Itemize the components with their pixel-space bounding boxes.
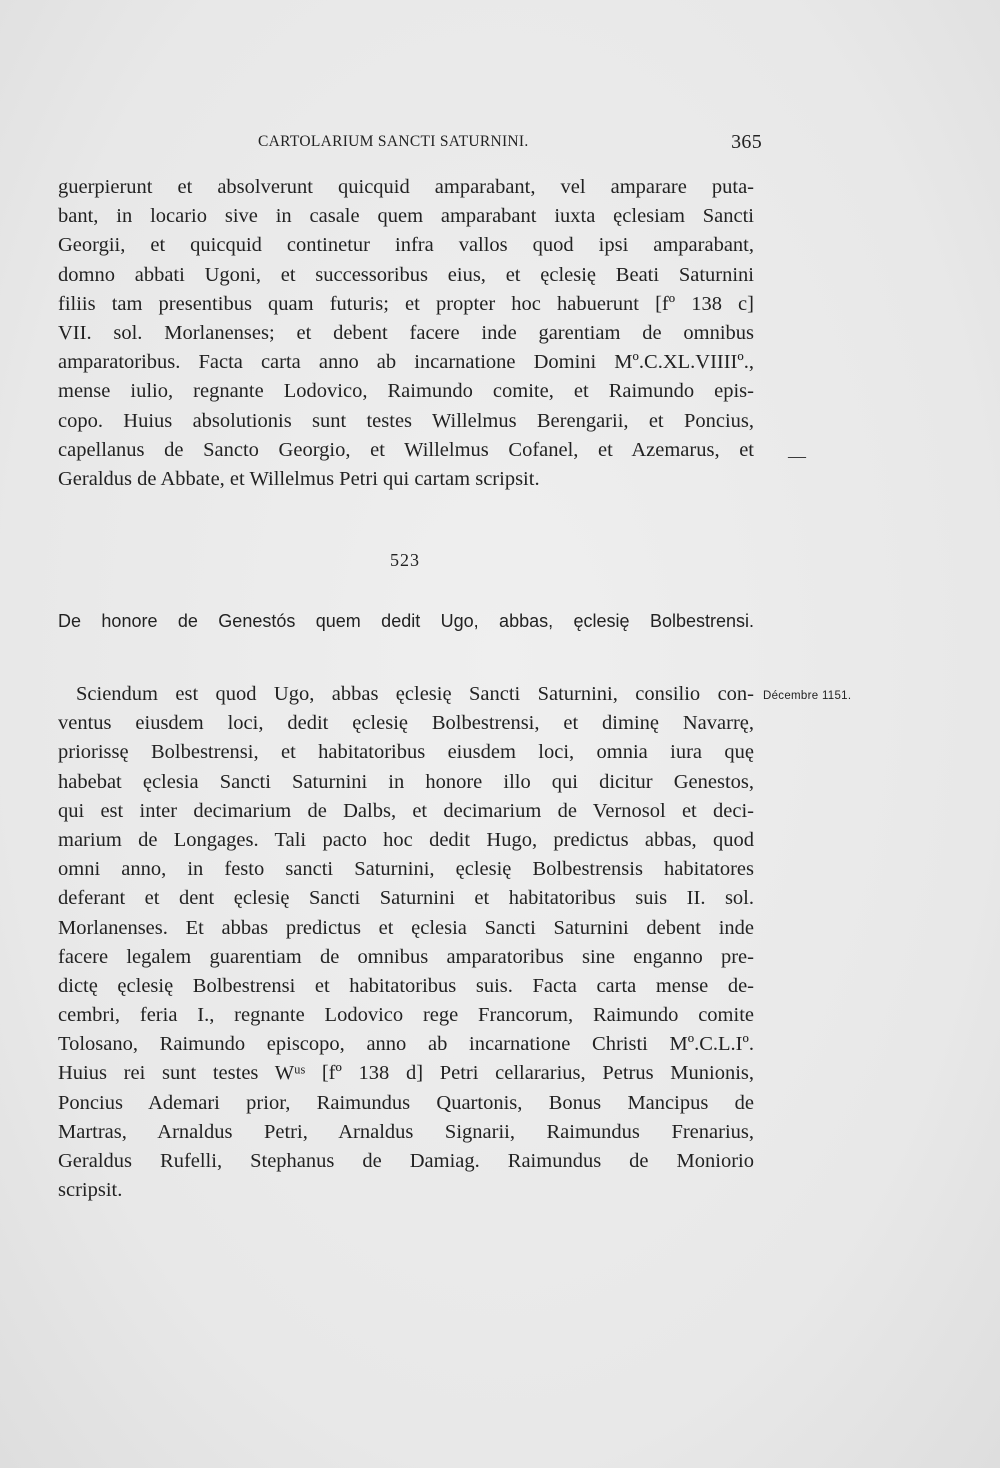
document-heading: De honore de Genestós quem dedit Ugo, abbas, ęclesię Bolbestrensi. xyxy=(58,611,754,631)
document-body-line: deferant et dent ęclesię Sancti Saturnini et habitatoribus suis II. sol. xyxy=(58,887,754,910)
margin-date: Décembre 1151. xyxy=(763,690,852,702)
document-body-line: Tolosano, Raimundo episcopo, anno ab incarnatione Christi Mº.C.L.Iº. xyxy=(58,1033,754,1056)
document-body-line: omni anno, in festo sancti Saturnini, ęclesię Bolbestrensis habitatores xyxy=(58,858,754,881)
document-body-line: ventus eiusdem loci, dedit ęclesię Bolbestrensi, et diminę Navarrę, xyxy=(58,712,754,735)
document-body xyxy=(58,680,754,1205)
margin-dash: — xyxy=(788,446,806,466)
document-body-line: facere legalem guarentiam de omnibus amparatoribus sine enganno pre- xyxy=(58,945,754,968)
document-body-line: marium de Longages. Tali pacto hoc dedit Hugo, predictus abbas, quod xyxy=(58,828,754,851)
document-body-line: cembri, feria I., regnante Lodovico rege Francorum, Raimundo comite xyxy=(58,1004,754,1027)
continued-text-line: bant, in locario sive in casale quem amparabant iuxta ęclesiam Sancti xyxy=(58,205,754,228)
continued-text-block xyxy=(58,173,754,494)
continued-text-line: VII. sol. Morlanenses; et debent facere inde garentiam de omnibus xyxy=(58,321,754,344)
running-head-title: CARTOLARIUM SANCTI SATURNINI. xyxy=(258,133,529,150)
document-body-line: scripsit. xyxy=(58,1179,123,1202)
continued-text-line: Georgii, et quicquid continetur infra vallos quod ipsi amparabant, xyxy=(58,234,754,257)
continued-text-line: guerpierunt et absolverunt quicquid amparabant, vel amparare puta- xyxy=(58,176,754,198)
continued-text-line: copo. Huius absolutionis sunt testes Willelmus Berengarii, et Poncius, xyxy=(58,409,754,432)
continued-text-line: filiis tam presentibus quam futuris; et propter hoc habuerunt [fº 138 c] xyxy=(58,292,754,315)
document-body-line: Morlanenses. Et abbas predictus et ęclesia Sancti Saturnini debent inde xyxy=(58,916,754,939)
document-body-line: Sciendum est quod Ugo, abbas ęclesię Sancti Saturnini, consilio con- xyxy=(76,683,754,705)
continued-text-line: amparatoribus. Facta carta anno ab incarnatione Domini Mº.C.XL.VIIIIº., xyxy=(58,351,754,374)
document-body-line: Huius rei sunt testes Wᵘˢ [fº 138 d] Petri cellararius, Petrus Munionis, xyxy=(58,1062,754,1085)
document-body-line: Martras, Arnaldus Petri, Arnaldus Signarii, Raimundus Frenarius, xyxy=(58,1120,754,1143)
continued-text-line: domno abbati Ugoni, et successoribus eius, et ęclesię Beati Saturnini xyxy=(58,263,754,286)
continued-text-line: capellanus de Sancto Georgio, et Willelmus Cofanel, et Azemarus, et xyxy=(58,438,754,461)
continued-text-line: Geraldus de Abbate, et Willelmus Petri qui cartam scripsit. xyxy=(58,467,540,490)
document-body-line: habebat ęclesia Sancti Saturnini in honore illo qui dicitur Genestos, xyxy=(58,770,754,793)
document-body-line: priorissę Bolbestrensi, et habitatoribus eiusdem loci, omnia iura quę xyxy=(58,741,754,764)
document-number: 523 xyxy=(390,550,420,570)
continued-text-line: mense iulio, regnante Lodovico, Raimundo comite, et Raimundo epis- xyxy=(58,380,754,403)
document-body-line: Geraldus Rufelli, Stephanus de Damiag. Raimundus de Moniorio xyxy=(58,1150,754,1172)
page-number: 365 xyxy=(731,131,762,153)
document-body-line: dictę ęclesię Bolbestrensi et habitatoribus suis. Facta carta mense de- xyxy=(58,974,754,997)
document-body-line: Poncius Ademari prior, Raimundus Quartonis, Bonus Mancipus de xyxy=(58,1091,754,1114)
document-body-line: qui est inter decimarium de Dalbs, et decimarium de Vernosol et deci- xyxy=(58,799,754,822)
